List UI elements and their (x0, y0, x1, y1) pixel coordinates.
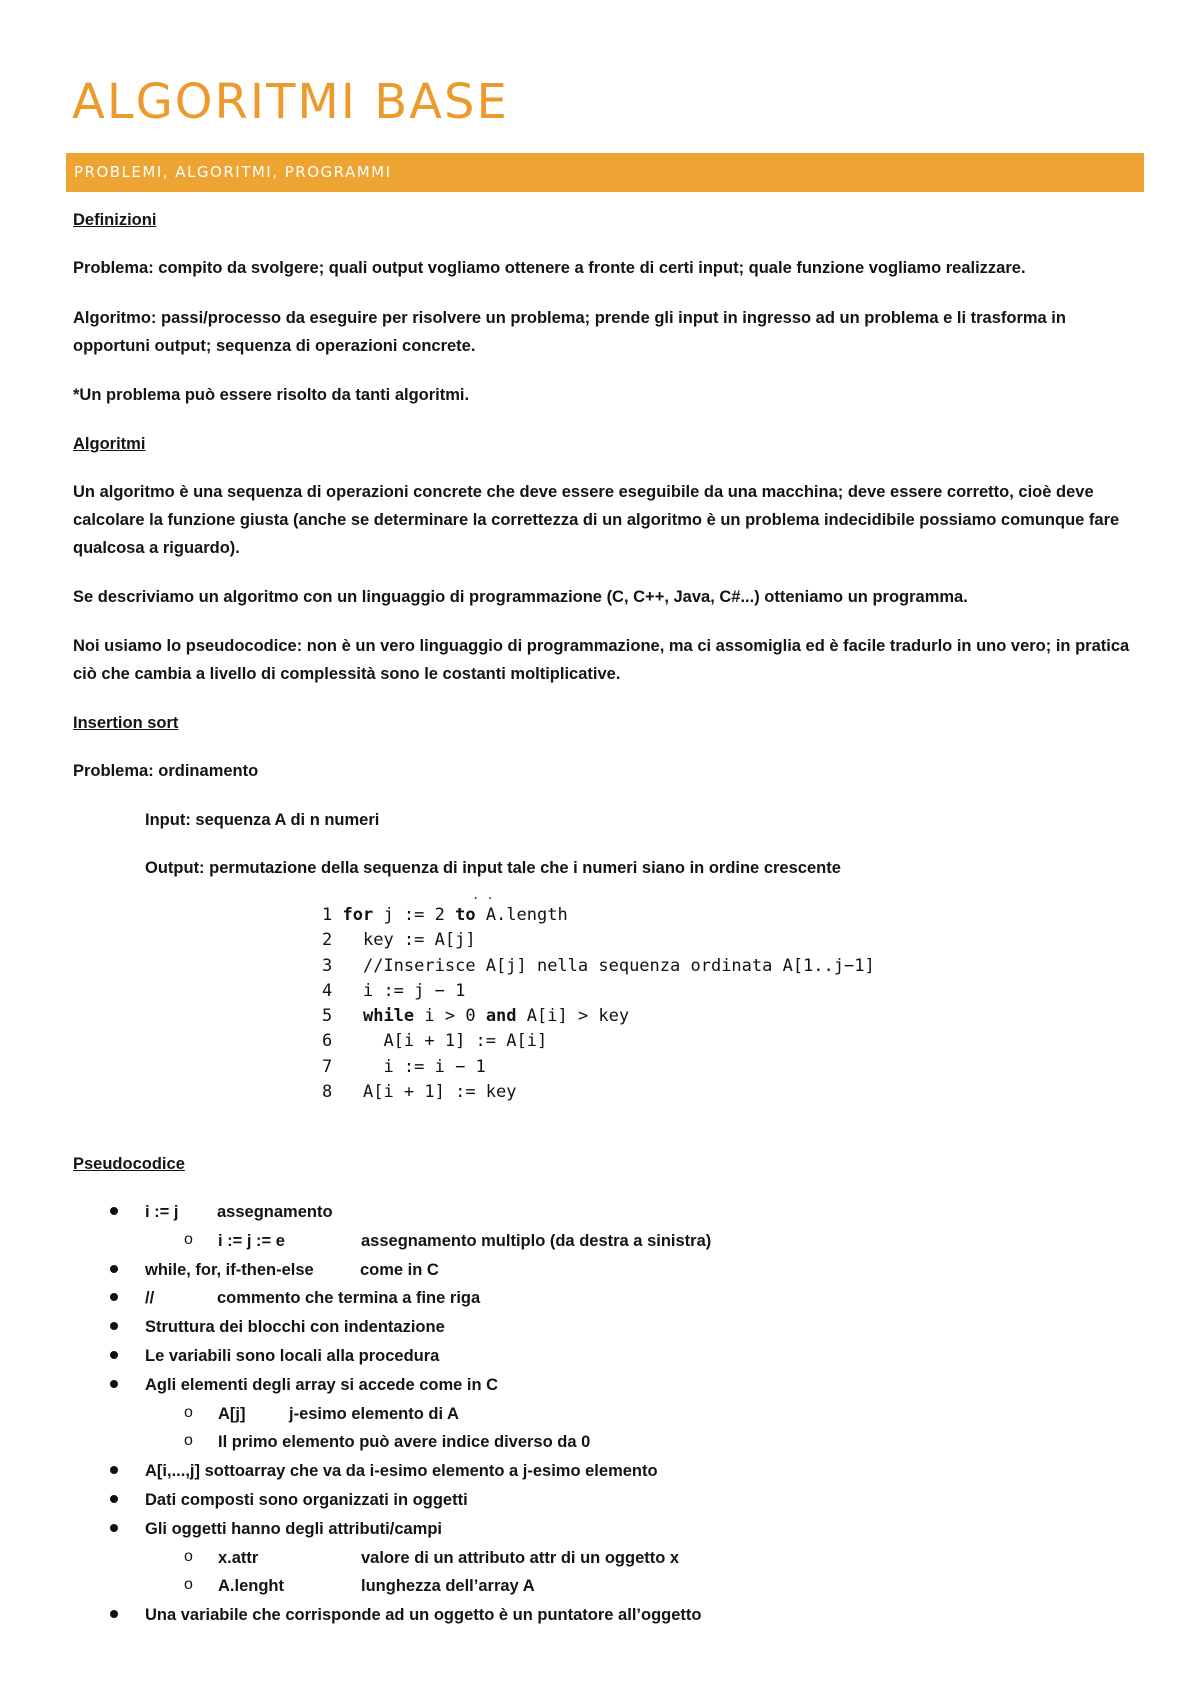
bullet-icon (110, 1524, 118, 1532)
list-item-description: assegnamento multiplo (da destra a sinistra) (361, 1231, 712, 1250)
list-item-text: i := j := e (218, 1231, 285, 1250)
code-text: key := A[j] (362, 930, 476, 951)
list-item-text: A.lenght (218, 1577, 284, 1596)
code-line (322, 1055, 962, 1080)
code-line (322, 954, 962, 979)
bullet-icon (110, 1207, 118, 1215)
list-item-description: j-esimo elemento di A (289, 1404, 459, 1423)
code-text: i := i − 1 (383, 1056, 486, 1077)
section-banner (66, 153, 1144, 192)
code-line-number: 4 (322, 980, 343, 1001)
bullet-icon (110, 1293, 118, 1301)
list-item-description: valore di un attributo attr di un oggetto x (361, 1548, 680, 1567)
problema-ordinamento: Problema: ordinamento (73, 762, 259, 780)
list-item-description: commento che termina a fine riga (217, 1289, 481, 1308)
sub-bullet-icon: o (184, 1432, 193, 1450)
code-line (322, 979, 962, 1004)
bullet-icon (110, 1495, 118, 1503)
code-keyword: and (485, 1006, 517, 1027)
code-line-number: 7 (322, 1056, 343, 1077)
algoritmo-paragraph: Algoritmo: passi/processo da eseguire per risolvere un problema; prende gli input in ingresso ad un problema e li trasforma in opportuni output; sequenza di operazioni concrete. (73, 309, 1066, 355)
insertion-sort-heading: Insertion sort (73, 714, 179, 732)
sub-bullet-icon: o (184, 1230, 193, 1248)
algoritmi-paragraph-1: Un algoritmo è una sequenza di operazioni concrete che deve essere eseguibile da una macchina; deve essere corretto, cioè deve calcolare la funzione giusta (anche se determinare la correttezza di un algoritmo è un problema indecidibile possiamo comunque fare qualcosa a riguardo). (73, 483, 1120, 557)
code-text: j := 2 (373, 905, 456, 925)
bullet-icon (110, 1351, 118, 1359)
code-line (322, 903, 962, 928)
input-line: Input: sequenza A di n numeri (145, 811, 380, 829)
sub-bullet-icon: o (184, 1403, 193, 1421)
problema-paragraph: Problema: compito da svolgere; quali output vogliamo ottenere a fronte di certi input; quale funzione vogliamo realizzare. (73, 259, 1026, 277)
code-text: A[i] > key (516, 1006, 630, 1027)
algoritmi-paragraph-3: Noi usiamo lo pseudocodice: non è un vero linguaggio di programmazione, ma ci assomiglia ed è facile tradurlo in uno vero; in pratica ciò che cambia a livello di complessità sono le costanti moltiplicative. (73, 637, 1130, 683)
code-line-number: 2 (322, 930, 343, 951)
list-item-text: A[j] (218, 1404, 246, 1423)
list-item-description: lunghezza dell’array A (361, 1577, 535, 1596)
list-item-text: Agli elementi degli array si accede come in C (145, 1375, 499, 1394)
code-line-number: 1 (322, 905, 343, 925)
code-text: i := j − 1 (362, 980, 466, 1001)
code-text: A[i + 1] := A[i] (383, 1031, 548, 1052)
code-line (322, 1004, 962, 1029)
bullet-icon (110, 1265, 118, 1273)
sub-bullet-icon: o (184, 1576, 193, 1594)
pseudocode-block (322, 903, 962, 1105)
bullet-icon (110, 1610, 118, 1618)
list-item-text: // (145, 1289, 155, 1308)
code-keyword: to (455, 905, 476, 925)
pseudocodice-heading: Pseudocodice (73, 1155, 185, 1173)
code-text: i > 0 (414, 1006, 486, 1027)
list-item-text: Gli oggetti hanno degli attributi/campi (145, 1519, 442, 1538)
note-paragraph: *Un problema può essere risolto da tanti algoritmi. (73, 386, 470, 404)
code-line (322, 1029, 962, 1054)
document-title: ALGORITMI BASE (72, 74, 509, 130)
sub-bullet-icon: o (184, 1547, 193, 1565)
code-line-number: 3 (322, 955, 343, 976)
section-banner-label: PROBLEMI, ALGORITMI, PROGRAMMI (74, 163, 392, 181)
list-item-text: Struttura dei blocchi con indentazione (145, 1318, 445, 1337)
code-line-number: 8 (322, 1082, 343, 1103)
code-text: //Inserisce A[j] nella sequenza ordinata A[1..j−1] (362, 955, 875, 976)
output-line: Output: permutazione della sequenza di input tale che i numeri siano in ordine crescente (145, 859, 841, 877)
code-keyword: for (342, 905, 374, 925)
list-item-text: Le variabili sono locali alla procedura (145, 1347, 440, 1365)
algoritmi-heading: Algoritmi (73, 435, 146, 453)
code-dots: . . (472, 888, 494, 902)
list-item-text: while, for, if-then-else (145, 1260, 314, 1279)
code-keyword: while (362, 1006, 415, 1027)
bullet-icon (110, 1466, 118, 1474)
list-item-text: A[i,...,j] sottoarray che va da i-esimo elemento a j-esimo elemento (145, 1462, 658, 1481)
algoritmi-paragraph-2: Se descriviamo un algoritmo con un linguaggio di programmazione (C, C++, Java, C#...) otteniamo un programma. (73, 588, 968, 606)
bullet-icon (110, 1322, 118, 1330)
list-item-description: assegnamento (217, 1203, 333, 1221)
code-line-number: 6 (322, 1031, 343, 1052)
list-item-text: Il primo elemento può avere indice diverso da 0 (218, 1433, 591, 1452)
code-line (322, 928, 962, 953)
list-item-text: x.attr (218, 1548, 259, 1567)
list-item-text: i := j (145, 1203, 179, 1221)
code-line (322, 1080, 962, 1105)
code-text: A[i + 1] := key (362, 1082, 517, 1103)
code-text: A.length (475, 905, 568, 925)
bullet-icon (110, 1380, 118, 1388)
code-line-number: 5 (322, 1006, 343, 1027)
list-item-description: come in C (360, 1260, 439, 1279)
list-item-text: Una variabile che corrisponde ad un oggetto è un puntatore all’oggetto (145, 1606, 702, 1625)
definizioni-heading: Definizioni (73, 211, 157, 229)
list-item-text: Dati composti sono organizzati in oggetti (145, 1491, 468, 1509)
